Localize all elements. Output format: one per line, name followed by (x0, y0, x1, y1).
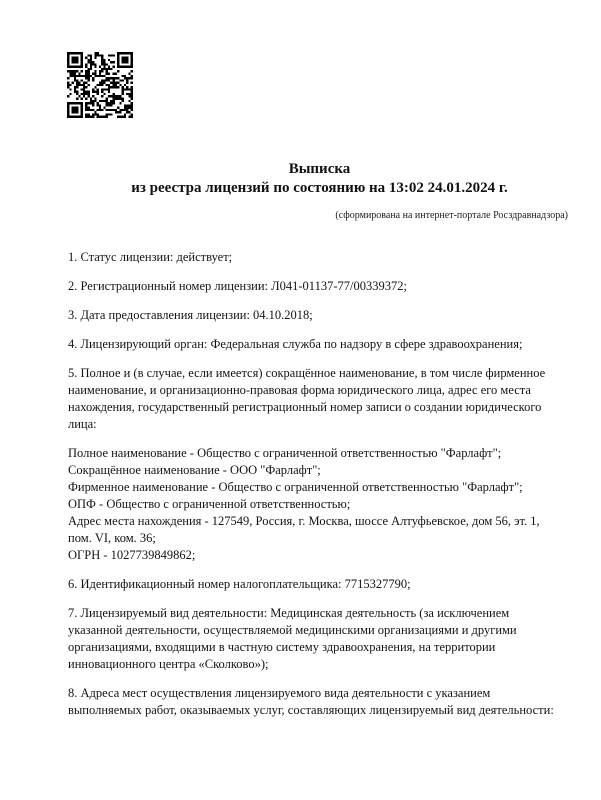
document-paragraph: 1. Статус лицензии: действует; (68, 250, 233, 264)
document-body (68, 249, 559, 719)
document-detail-line: ОПФ - Общество с ограниченной ответственностью; (68, 497, 351, 511)
document-paragraph: 7. Лицензируемый вид деятельности: Медицинская деятельность (за исключением указанной деятельности, осуществляемой медицинскими организациями и другими организациями, входящими в частную систему здравоохранения, на территории инновационного центра «Сколково»); (68, 606, 517, 671)
document-title-line2: из реестра лицензий по состоянию на 13:02 24.01.2024 г. (131, 180, 508, 196)
document-paragraph: 8. Адреса мест осуществления лицензируемого вида деятельности с указанием выполняемых работ, оказываемых услуг, составляющих лицензируемый вид деятельности: (68, 686, 554, 717)
document-subtitle: (сформирована на интернет-портале Росздравнадзора) (335, 210, 568, 221)
document-detail-line: Фирменное наименование - Общество с ограниченной ответственностью "Фарлафт"; (68, 480, 523, 494)
document-detail-line: ОГРН - 1027739849862; (68, 548, 196, 562)
document-paragraph: 3. Дата предоставления лицензии: 04.10.2018; (68, 308, 313, 322)
qr-code-icon (67, 52, 133, 118)
document-title (68, 160, 571, 198)
document-paragraph: 2. Регистрационный номер лицензии: Л041-01137-77/00339372; (68, 279, 407, 293)
document-paragraph: 5. Полное и (в случае, если имеется) сокращённое наименование, в том числе фирменное наименование, и организационно-правовая форма юридического лица, адрес его места нахождения, государственный регистрационный номер записи о создании юридического лица: (68, 366, 546, 431)
document-detail-line: Адрес места нахождения - 127549, Россия, г. Москва, шоссе Алтуфьевское, дом 56, эт. 1, пом. VI, ком. 36; (68, 514, 540, 545)
document-paragraph: 4. Лицензирующий орган: Федеральная служба по надзору в сфере здравоохранения; (68, 337, 523, 351)
document-detail-line: Полное наименование - Общество с ограниченной ответственностью "Фарлафт"; (68, 446, 502, 460)
document-paragraph: 6. Идентификационный номер налогоплательщика: 7715327790; (68, 577, 411, 591)
document-detail-line: Сокращённое наименование - ООО "Фарлафт"; (68, 463, 321, 477)
document-title-line1: Выписка (288, 161, 351, 177)
document-detail-lines (68, 445, 559, 564)
